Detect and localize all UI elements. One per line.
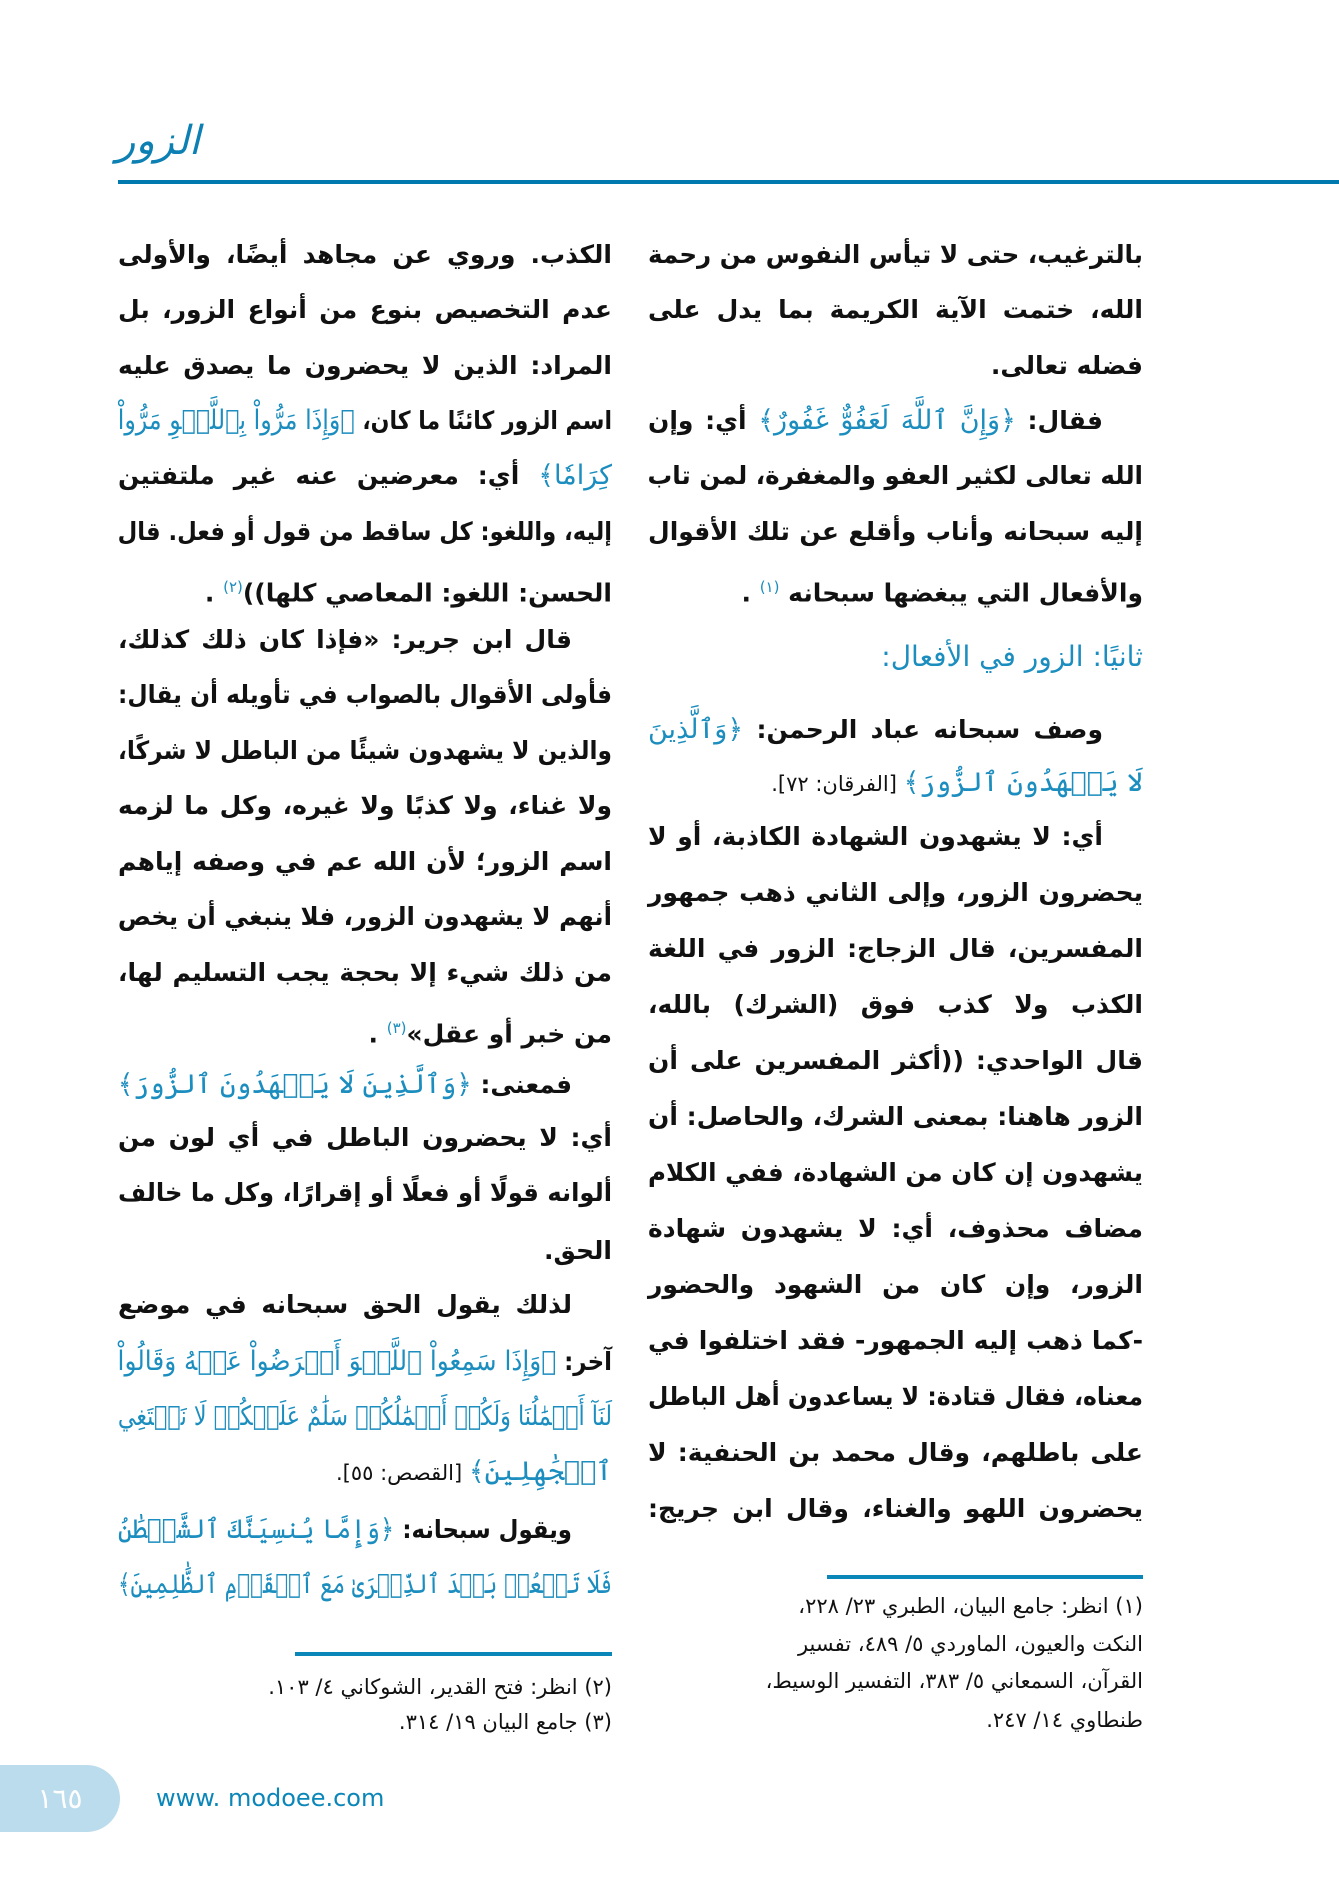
footnote-2: (٢) انظر: فتح القدير، الشوكاني ٤/ ١٠٣. (268, 1675, 612, 1699)
text-line (118, 401, 612, 441)
body-text: قال ابن جرير: «فإذا كان ذلك كذلك، (118, 625, 572, 654)
body-text: المفسرين، قال الزجاج: الزور في اللغة (648, 934, 1143, 963)
body-text: من خبر أو عقل» (406, 1019, 612, 1049)
body-text: والذين لا يشهدون شيئًا من الباطل لا شركًا، (118, 736, 612, 765)
website-link[interactable]: www. modoee.com (156, 1784, 385, 1812)
quran-verse: ﴿وَإِمَّا يُنسِيَنَّكَ ٱلشَّيۡطَٰنُ (117, 1514, 395, 1545)
text-line (118, 842, 612, 882)
body-text: أي: وإن (648, 406, 759, 435)
body-text: مضاف محذوف، أي: لا يشهدون شهادة (648, 1214, 1143, 1243)
body-text: . (741, 578, 760, 608)
verse-reference: [القصص: ٥٥]. (335, 1461, 469, 1485)
quran-verse: ﴿وَٱلَّذِينَ لَا يَشۡهَدُونَ ٱلزُّورَ﴾ (117, 1069, 472, 1100)
text-line (648, 1489, 1143, 1529)
body-text: فأولى الأقوال بالصواب في تأويله أن يقال: (118, 680, 612, 709)
body-text: الكذب ولا كذب فوق (الشرك) بالله، (648, 990, 1143, 1019)
text-line (118, 567, 612, 607)
text-line (648, 929, 1143, 969)
text-line (648, 1209, 1143, 1249)
quran-verse: لَا يَشۡهَدُونَ ٱلزُّورَ﴾ (903, 767, 1143, 798)
quran-verse: ﴿وَٱلَّذِينَ (648, 714, 744, 745)
footnote-1-line: القرآن، السمعاني ٥/ ٣٨٣، التفسير الوسيط، (765, 1669, 1143, 1693)
text-line (118, 1510, 572, 1550)
footnote-1-line: النكت والعيون، الماوردي ٥/ ٤٨٩، تفسير (797, 1632, 1143, 1656)
header-divider (118, 180, 1339, 184)
footnote-1-line: (١) انظر: جامع البيان، الطبري ٢٣/ ٢٢٨، (798, 1594, 1143, 1618)
body-text: الزور، وإن كان من الشهود والحضور (648, 1270, 1143, 1299)
body-text: الزور هاهنا: بمعنى الشرك، والحاصل: أن (648, 1102, 1143, 1131)
page-number-badge (0, 1765, 120, 1832)
body-text: على باطلهم، وقال محمد بن الحنفية: لا (648, 1438, 1143, 1467)
body-text: الله، ختمت الآية الكريمة بما يدل على (648, 295, 1143, 324)
text-line (648, 456, 1143, 496)
text-line (118, 235, 612, 275)
page-number: ١٦٥ (37, 1782, 83, 1815)
text-line (118, 1008, 612, 1048)
body-text: الحسن: اللغو: المعاصي كلها)) (242, 578, 612, 608)
text-line (118, 290, 612, 330)
quran-verse: ٱلۡجَٰهِلِينَ﴾ (468, 1456, 612, 1487)
text-line (648, 1097, 1143, 1137)
body-text: يحضرون اللهو والغناء، وقال ابن جريج: (648, 1494, 1143, 1523)
footnote-marker[interactable]: (٢) (223, 578, 243, 596)
body-text: من ذلك شيء إلا بحجة يجب التسليم لها، (118, 958, 612, 987)
body-text: عدم التخصيص بنوع من أنواع الزور، بل (118, 295, 612, 324)
body-text: أنهم لا يشهدون الزور، فلا ينبغي أن يخص (117, 902, 612, 931)
footnote-marker[interactable]: (٣) (386, 1019, 407, 1037)
body-text: أي: معرضين عنه غير ملتفتين (118, 461, 539, 490)
body-text: ويقول سبحانه: (394, 1515, 572, 1544)
body-text: إليه، واللغو: كل ساقط من قول أو فعل. قال (117, 517, 613, 546)
text-line (118, 1065, 572, 1105)
text-line (648, 985, 1143, 1025)
body-text: وصف سبحانه عباد الرحمن: (743, 715, 1103, 744)
body-text: يحضرون الزور، وإلى الثاني ذهب جمهور (648, 878, 1143, 907)
body-text: فقال: (1015, 406, 1103, 435)
text-line (648, 1041, 1143, 1081)
text-line (648, 710, 1103, 750)
quran-verse: ﴿وَإِنَّ ٱللَّهَ لَعَفُوٌّ غَفُورٌ﴾ (758, 405, 1016, 436)
text-line (118, 731, 612, 771)
text-line (118, 1173, 612, 1213)
text-line (648, 235, 1143, 275)
body-text: إليه سبحانه وأناب وأقلع عن تلك الأقوال (648, 517, 1143, 546)
body-text: ألوانه قولًا أو فعلًا أو إقرارًا، وكل ما خالف (117, 1178, 613, 1207)
text-line (118, 1231, 612, 1271)
body-text: الحق. (543, 1236, 612, 1265)
text-line (648, 873, 1143, 913)
text-line (648, 401, 1103, 441)
body-text: آخر: (556, 1347, 612, 1376)
body-text: فمعنى: (471, 1070, 572, 1099)
footnote-divider-right (827, 1575, 1143, 1579)
text-line (118, 786, 612, 826)
body-text: والأفعال التي يبغضها سبحانه (779, 578, 1143, 608)
text-line (118, 512, 612, 552)
body-text: الكذب. وروي عن مجاهد أيضًا، والأولى (118, 240, 612, 269)
body-text: -كما ذهب إليه الجمهور- فقد اختلفوا في (648, 1326, 1143, 1355)
footnote-3: (٣) جامع البيان ١٩/ ٣١٤. (398, 1710, 612, 1734)
text-line (118, 675, 612, 715)
text-line (118, 1118, 612, 1158)
chapter-title: الزور (116, 118, 201, 164)
body-text: قال الواحدي: ((أكثر المفسرين على أن (648, 1046, 1143, 1075)
text-line (118, 456, 612, 496)
text-line (118, 1452, 612, 1492)
quran-verse: لَنَآ أَعۡمَٰلُنَا وَلَكُمۡ أَعۡمَٰلُكُمۡ سَلَٰمٌ عَلَيۡكُمۡ لَا نَبۡتَغِي (117, 1401, 612, 1432)
body-text: ولا غناء، ولا كذبًا ولا غيره، وكل ما لزمه (118, 791, 612, 820)
text-line (648, 1321, 1143, 1361)
verse-reference: [الفرقان: ٧٢]. (771, 772, 904, 796)
body-text: . (204, 578, 224, 608)
text-line (648, 1153, 1143, 1193)
body-text: المراد: الذين لا يحضرون ما يصدق عليه (118, 351, 612, 380)
quran-verse: ﴿وَإِذَا مَرُّواْ بِٱللَّغۡوِ مَرُّواْ (117, 405, 355, 436)
text-line (118, 897, 612, 937)
text-line (648, 1265, 1143, 1305)
body-text: اسم الزور كائنًا ما كان، (354, 406, 612, 435)
text-line (648, 637, 1143, 677)
quran-verse: كِرَامٗا﴾ (538, 460, 612, 491)
footnote-1-line: طنطاوي ١٤/ ٢٤٧. (986, 1708, 1143, 1732)
text-line (118, 953, 612, 993)
footnote-marker[interactable]: (١) (759, 578, 780, 596)
body-text: . (368, 1019, 387, 1049)
body-text: الله تعالى لكثير العفو والمغفرة، لمن تاب (647, 461, 1143, 490)
text-line (648, 290, 1143, 330)
text-line (648, 763, 1143, 803)
quran-verse: ﴿وَإِذَا سَمِعُواْ ٱللَّغۡوَ أَعۡرَضُواْ عَنۡهُ وَقَالُواْ (117, 1346, 557, 1377)
text-line (118, 1342, 612, 1382)
text-line (118, 1565, 612, 1605)
text-line (648, 1433, 1143, 1473)
text-line (118, 620, 572, 660)
body-text: أي: لا يشهدون الشهادة الكاذبة، أو لا (648, 822, 1103, 851)
body-text: أي: لا يحضرون الباطل في أي لون من (118, 1123, 612, 1152)
body-text: فضله تعالى. (990, 351, 1143, 380)
quran-verse: فَلَا تَقۡعُدۡ بَعۡدَ ٱلذِّكۡرَىٰ مَعَ ٱلۡقَوۡمِ ٱلظَّٰلِمِينَ﴾ (118, 1569, 612, 1600)
text-line (648, 346, 1143, 386)
text-line (118, 346, 612, 386)
text-line (648, 1377, 1143, 1417)
text-line (648, 512, 1143, 552)
body-text: معناه، فقال قتادة: لا يساعدون أهل الباطل (648, 1382, 1143, 1411)
section-heading: ثانيًا: الزور في الأفعال: (881, 640, 1143, 673)
body-text: اسم الزور؛ لأن الله عم في وصفه إياهم (118, 847, 612, 876)
text-line (648, 817, 1103, 857)
body-text: بالترغيب، حتى لا تيأس النفوس من رحمة (648, 240, 1143, 269)
text-line (118, 1397, 612, 1437)
body-text: لذلك يقول الحق سبحانه في موضع (118, 1290, 572, 1319)
footnote-divider-left (295, 1652, 612, 1656)
body-text: يشهدون إن كان من الشهادة، ففي الكلام (648, 1158, 1143, 1187)
text-line (648, 567, 1143, 607)
text-line (118, 1285, 572, 1325)
